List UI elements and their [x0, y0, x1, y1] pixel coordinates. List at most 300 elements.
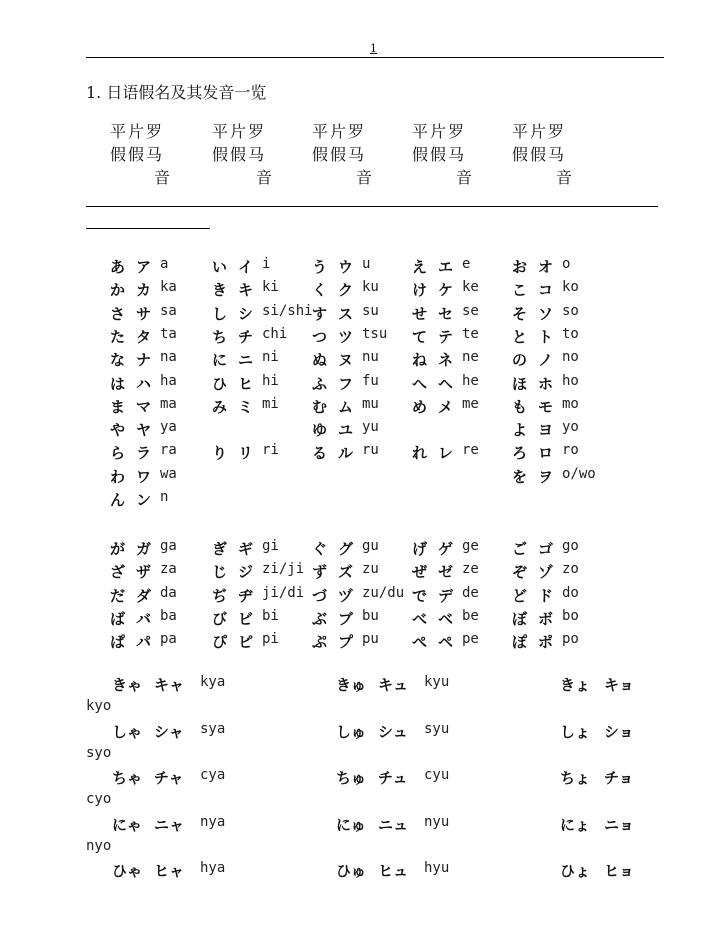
hiragana-cell: し [212, 304, 228, 323]
column-header-group [512, 120, 574, 189]
yoon-hiragana-u: にゅ [336, 815, 366, 834]
header-row-3: 音 [154, 168, 173, 187]
katakana-cell: デ [438, 586, 454, 605]
katakana-cell: ガ [136, 540, 152, 558]
katakana-cell: ヤ [136, 421, 152, 440]
table-row [0, 585, 728, 607]
hiragana-cell: ど [512, 586, 528, 605]
katakana-cell: モ [538, 397, 554, 416]
katakana-cell: ゾ [538, 563, 554, 582]
hiragana-cell: ろ [512, 444, 528, 463]
table-row [0, 538, 728, 560]
hiragana-cell: ざ [110, 563, 126, 582]
hiragana-cell: ぞ [512, 563, 528, 582]
katakana-cell: ホ [538, 374, 554, 393]
header-row-3: 音 [556, 168, 575, 187]
romaji-cell: u [362, 256, 371, 272]
romaji-cell: ku [362, 279, 379, 296]
romaji-cell: o [562, 256, 571, 272]
page-number: 1 [370, 42, 377, 55]
katakana-cell: ハ [136, 374, 152, 393]
hiragana-cell: か [110, 281, 126, 300]
hiragana-cell: と [512, 327, 528, 346]
katakana-cell: セ [438, 304, 454, 323]
katakana-cell: ロ [538, 444, 554, 463]
katakana-cell: ス [338, 304, 354, 323]
romaji-cell: gu [362, 538, 379, 554]
romaji-cell: a [160, 256, 169, 272]
katakana-cell: ゴ [538, 540, 554, 558]
romaji-cell: po [562, 631, 579, 648]
katakana-cell: ベ [438, 609, 454, 628]
katakana-cell: ヲ [538, 467, 554, 486]
romaji-cell: ze [462, 561, 479, 578]
katakana-cell: グ [338, 540, 354, 558]
romaji-cell: ge [462, 538, 479, 554]
hiragana-cell: そ [512, 304, 528, 323]
table-row [0, 396, 728, 418]
katakana-cell: ペ [438, 633, 454, 652]
hiragana-cell: ぴ [212, 633, 228, 652]
katakana-cell: ム [338, 397, 354, 416]
hiragana-cell: れ [412, 444, 428, 463]
hiragana-cell: お [512, 258, 528, 276]
romaji-cell: da [160, 584, 177, 601]
yoon-hiragana-a: しゃ [112, 722, 143, 741]
hiragana-cell: げ [412, 540, 428, 558]
katakana-cell: ゼ [438, 563, 454, 582]
romaji-cell: na [160, 349, 177, 366]
katakana-cell: ア [136, 258, 152, 276]
yoon-romaji-a: sya [200, 720, 226, 737]
hiragana-cell: き [212, 281, 228, 300]
katakana-cell: チ [238, 327, 254, 346]
yoon-katakana-o: ショ [604, 722, 634, 741]
yoon-katakana-o: ニョ [604, 815, 635, 834]
katakana-cell: ヘ [438, 374, 454, 393]
romaji-cell: go [562, 538, 579, 554]
hiragana-cell: な [110, 351, 126, 370]
katakana-cell: ト [538, 327, 554, 346]
katakana-cell: ヂ [238, 586, 254, 605]
yoon-hiragana-a: ちゃ [112, 769, 143, 787]
header-row-2: 假假马 [110, 145, 165, 164]
katakana-cell: オ [538, 258, 554, 276]
yoon-romaji-u: hyu [424, 860, 450, 876]
katakana-cell: ケ [438, 281, 454, 300]
katakana-cell: サ [136, 304, 152, 323]
table-row [0, 373, 728, 395]
yoon-hiragana-o: きょ [560, 676, 591, 694]
romaji-cell: sa [160, 302, 177, 319]
katakana-cell: ワ [136, 467, 152, 486]
yoon-katakana-u: チュ [378, 769, 408, 787]
hiragana-cell: う [312, 258, 328, 276]
hiragana-cell: ず [312, 563, 328, 582]
hiragana-cell: ん [110, 491, 126, 509]
romaji-cell: si/shi [262, 302, 313, 319]
katakana-cell: ゲ [438, 540, 454, 558]
yoon-hiragana-u: きゅ [336, 676, 367, 694]
hiragana-cell: ふ [312, 374, 328, 393]
column-header-group [110, 120, 172, 189]
katakana-cell: ド [538, 586, 554, 605]
romaji-cell: ga [160, 538, 177, 554]
romaji-cell: ro [562, 442, 579, 459]
yoon-hiragana-o: にょ [560, 815, 590, 834]
hiragana-cell: ぬ [312, 351, 328, 370]
katakana-cell: タ [136, 327, 152, 346]
yoon-hiragana-o: ひょ [560, 862, 591, 880]
katakana-cell: ズ [338, 563, 354, 582]
yoon-romaji-u: kyu [424, 674, 450, 690]
hiragana-cell: へ [412, 374, 428, 393]
romaji-cell: i [262, 256, 271, 272]
katakana-cell: ク [338, 281, 354, 300]
yoon-line [0, 721, 728, 743]
katakana-cell: プ [338, 633, 354, 652]
katakana-cell: ヅ [338, 586, 354, 605]
romaji-cell: zu [362, 561, 379, 578]
yoon-line [0, 674, 728, 696]
header-row-1: 平片罗 [412, 122, 467, 141]
header-row-2: 假假马 [312, 145, 367, 164]
katakana-cell: ル [338, 444, 354, 463]
yoon-katakana-o: キョ [604, 676, 635, 694]
katakana-cell: ボ [538, 609, 554, 628]
romaji-cell: to [562, 325, 579, 342]
katakana-cell: ブ [338, 609, 354, 628]
yoon-romaji-a: nya [200, 813, 226, 830]
romaji-cell: de [462, 584, 479, 601]
katakana-cell: ビ [238, 609, 254, 628]
katakana-cell: ツ [338, 327, 354, 346]
table-row [0, 326, 728, 348]
katakana-cell: ソ [538, 304, 554, 323]
hiragana-cell: せ [412, 304, 428, 323]
romaji-cell: pe [462, 631, 479, 648]
hiragana-cell: む [312, 397, 328, 416]
romaji-cell: bi [262, 607, 279, 624]
hiragana-cell: の [512, 351, 528, 370]
yoon-hiragana-u: ひゅ [336, 862, 367, 880]
header-row-3: 音 [456, 168, 475, 187]
romaji-cell: ba [160, 607, 177, 624]
romaji-cell: ha [160, 372, 177, 389]
yoon-katakana-a: ニャ [154, 815, 185, 834]
hiragana-cell: は [110, 374, 126, 393]
yoon-romaji-o: kyo [86, 698, 112, 714]
yoon-katakana-o: ヒョ [604, 862, 635, 880]
hiragana-cell: づ [312, 586, 328, 605]
section-heading: 1. 日语假名及其发音一览 [86, 83, 267, 102]
hiragana-cell: ご [512, 540, 528, 558]
column-header-group [412, 120, 474, 189]
katakana-cell: キ [238, 281, 254, 300]
romaji-cell: so [562, 302, 579, 319]
romaji-cell: zi/ji [262, 561, 305, 578]
katakana-cell: ユ [338, 421, 354, 440]
yoon-hiragana-a: きゃ [112, 676, 143, 694]
katakana-cell: ウ [338, 258, 354, 276]
romaji-cell: ke [462, 279, 479, 296]
hiragana-cell: み [212, 397, 228, 416]
katakana-cell: ザ [136, 563, 152, 582]
romaji-cell: gi [262, 538, 279, 554]
romaji-cell: mu [362, 395, 379, 412]
romaji-cell: zo [562, 561, 579, 578]
hiragana-cell: り [212, 444, 228, 463]
hiragana-cell: こ [512, 281, 528, 300]
katakana-cell: テ [438, 327, 454, 346]
hiragana-cell: え [412, 258, 428, 276]
romaji-cell: bo [562, 607, 579, 624]
yoon-romaji-o: cyo [86, 791, 112, 807]
katakana-cell: レ [438, 444, 454, 463]
hiragana-cell: て [412, 327, 428, 346]
romaji-cell: ho [562, 372, 579, 389]
hiragana-cell: い [212, 258, 228, 276]
katakana-cell: ヌ [338, 351, 354, 370]
yoon-katakana-a: キャ [154, 676, 185, 694]
hiragana-cell: も [512, 397, 528, 416]
header-rule [86, 57, 664, 58]
table-row [0, 561, 728, 583]
katakana-cell: ヒ [238, 374, 254, 393]
yoon-hiragana-a: ひゃ [112, 862, 143, 880]
yoon-katakana-u: ニュ [378, 815, 409, 834]
katakana-cell: ン [136, 491, 152, 509]
yoon-katakana-u: ヒュ [378, 862, 409, 880]
romaji-cell: wa [160, 465, 177, 482]
romaji-cell: fu [362, 372, 379, 389]
romaji-cell: ko [562, 279, 579, 296]
hiragana-cell: ぱ [110, 633, 126, 652]
romaji-cell: chi [262, 325, 288, 342]
header-row-1: 平片罗 [110, 122, 165, 141]
romaji-cell: ta [160, 325, 177, 342]
katakana-cell: メ [438, 397, 454, 416]
katakana-cell: ノ [538, 351, 554, 370]
katakana-cell: ピ [238, 633, 254, 652]
romaji-cell: he [462, 372, 479, 389]
romaji-cell: ne [462, 349, 479, 366]
katakana-cell: ポ [538, 633, 554, 652]
hiragana-cell: け [412, 281, 428, 300]
hiragana-cell: べ [412, 609, 428, 628]
katakana-cell: パ [136, 633, 152, 652]
katakana-cell: ナ [136, 351, 152, 370]
hiragana-cell: ひ [212, 374, 228, 393]
yoon-katakana-o: チョ [604, 769, 634, 787]
hiragana-cell: わ [110, 467, 126, 486]
romaji-cell: hi [262, 372, 279, 389]
romaji-cell: ya [160, 419, 177, 436]
romaji-cell: nu [362, 349, 379, 366]
yoon-line [0, 814, 728, 836]
hiragana-cell: つ [312, 327, 328, 346]
hiragana-cell: め [412, 397, 428, 416]
romaji-cell: ru [362, 442, 379, 459]
hiragana-cell: ぶ [312, 609, 328, 628]
romaji-cell: ma [160, 395, 177, 412]
hiragana-cell: ぢ [212, 586, 228, 605]
romaji-cell: n [160, 489, 169, 505]
hiragana-cell: る [312, 444, 328, 463]
katakana-cell: ミ [238, 397, 254, 416]
katakana-cell: ヨ [538, 421, 554, 440]
katakana-cell: ダ [136, 586, 152, 605]
table-rule-long [86, 206, 658, 207]
header-row-1: 平片罗 [312, 122, 367, 141]
yoon-romaji-o: nyo [86, 837, 112, 854]
romaji-cell: pa [160, 631, 177, 648]
hiragana-cell: ぐ [312, 540, 328, 558]
romaji-cell: bu [362, 607, 379, 624]
yoon-line [0, 767, 728, 789]
header-row-1: 平片罗 [212, 122, 267, 141]
yoon-katakana-a: ヒャ [154, 862, 185, 880]
hiragana-cell: あ [110, 258, 126, 276]
romaji-cell: me [462, 395, 479, 412]
hiragana-cell: た [110, 327, 126, 346]
romaji-cell: mi [262, 395, 279, 412]
hiragana-cell: や [110, 421, 126, 440]
katakana-cell: フ [338, 374, 354, 393]
yoon-hiragana-u: ちゅ [336, 769, 367, 787]
hiragana-cell: ゆ [312, 421, 328, 440]
yoon-hiragana-o: しょ [560, 722, 591, 741]
romaji-cell: te [462, 325, 479, 342]
table-row [0, 349, 728, 371]
table-row [0, 303, 728, 325]
table-row [0, 256, 728, 278]
katakana-cell: ギ [238, 540, 254, 558]
katakana-cell: ジ [238, 563, 254, 582]
table-row [0, 442, 728, 464]
header-row-3: 音 [356, 168, 375, 187]
hiragana-cell: く [312, 281, 328, 300]
katakana-cell: マ [136, 397, 152, 416]
romaji-cell: o/wo [562, 465, 596, 482]
yoon-hiragana-a: にゃ [112, 815, 142, 834]
katakana-cell: シ [238, 304, 254, 323]
yoon-katakana-a: シャ [154, 722, 184, 741]
table-row [0, 466, 728, 488]
column-header-group [212, 120, 274, 189]
hiragana-cell: が [110, 540, 126, 558]
katakana-cell: エ [438, 258, 454, 276]
romaji-cell: ra [160, 442, 177, 459]
hiragana-cell: ね [412, 351, 428, 370]
romaji-cell: no [562, 349, 579, 366]
romaji-cell: ni [262, 349, 279, 366]
hiragana-cell: ほ [512, 374, 528, 393]
katakana-cell: リ [238, 444, 254, 463]
hiragana-cell: ち [212, 327, 228, 346]
table-row [0, 631, 728, 653]
romaji-cell: e [462, 256, 471, 272]
header-row-2: 假假马 [412, 145, 467, 164]
hiragana-cell: ば [110, 609, 126, 628]
yoon-romaji-u: syu [424, 720, 450, 737]
romaji-cell: be [462, 607, 479, 624]
yoon-romaji-a: hya [200, 860, 226, 876]
katakana-cell: ラ [136, 444, 152, 463]
katakana-cell: ネ [438, 351, 454, 370]
romaji-cell: ka [160, 279, 177, 296]
yoon-romaji-a: cya [200, 767, 226, 783]
yoon-katakana-u: シュ [378, 722, 408, 741]
romaji-cell: do [562, 584, 579, 601]
header-row-1: 平片罗 [512, 122, 567, 141]
header-row-2: 假假马 [212, 145, 267, 164]
yoon-hiragana-o: ちょ [560, 769, 591, 787]
romaji-cell: ri [262, 442, 279, 459]
yoon-romaji-a: kya [200, 674, 226, 690]
romaji-cell: pi [262, 631, 279, 648]
romaji-cell: yo [562, 419, 579, 436]
yoon-katakana-a: チャ [154, 769, 184, 787]
table-row [0, 279, 728, 301]
hiragana-cell: だ [110, 586, 126, 605]
column-header-group [312, 120, 374, 189]
yoon-hiragana-u: しゅ [336, 722, 367, 741]
table-row [0, 608, 728, 630]
hiragana-cell: び [212, 609, 228, 628]
romaji-cell: tsu [362, 325, 388, 342]
hiragana-cell: ぺ [412, 633, 428, 652]
romaji-cell: mo [562, 395, 579, 412]
hiragana-cell: す [312, 304, 328, 323]
katakana-cell: バ [136, 609, 152, 628]
romaji-cell: za [160, 561, 177, 578]
hiragana-cell: じ [212, 563, 228, 582]
katakana-cell: ニ [238, 351, 254, 370]
yoon-romaji-o: syo [86, 744, 112, 761]
romaji-cell: su [362, 302, 379, 319]
romaji-cell: zu/du [362, 584, 405, 601]
romaji-cell: yu [362, 419, 379, 436]
hiragana-cell: ぼ [512, 609, 528, 628]
romaji-cell: pu [362, 631, 379, 648]
hiragana-cell: ぷ [312, 633, 328, 652]
yoon-line [0, 860, 728, 882]
yoon-romaji-u: nyu [424, 813, 450, 830]
hiragana-cell: ぜ [412, 563, 428, 582]
hiragana-cell: で [412, 586, 428, 605]
header-row-2: 假假马 [512, 145, 567, 164]
table-row [0, 419, 728, 441]
hiragana-cell: ら [110, 444, 126, 463]
hiragana-cell: を [512, 467, 528, 486]
romaji-cell: se [462, 302, 479, 319]
romaji-cell: re [462, 442, 479, 459]
table-row [0, 489, 728, 511]
yoon-romaji-u: cyu [424, 767, 450, 783]
romaji-cell: ji/di [262, 584, 305, 601]
katakana-cell: カ [136, 281, 152, 300]
hiragana-cell: ま [110, 397, 126, 416]
hiragana-cell: に [212, 351, 228, 370]
hiragana-cell: よ [512, 421, 528, 440]
romaji-cell: ki [262, 279, 279, 296]
katakana-cell: イ [238, 258, 254, 276]
hiragana-cell: ぽ [512, 633, 528, 652]
hiragana-cell: さ [110, 304, 126, 323]
header-row-3: 音 [256, 168, 275, 187]
hiragana-cell: ぎ [212, 540, 228, 558]
